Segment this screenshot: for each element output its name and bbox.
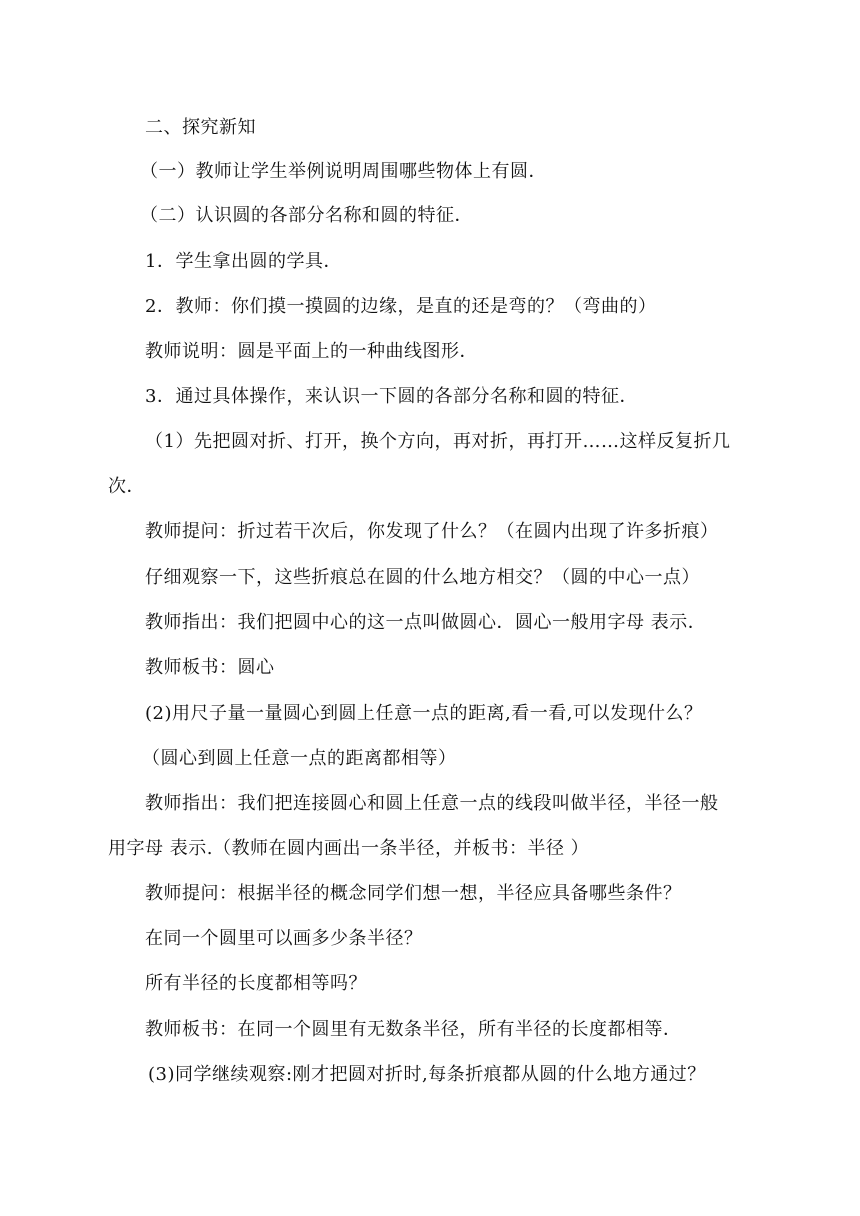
text-line: 所有半径的长度都相等吗？ <box>145 973 367 994</box>
text-line: 3．通过具体操作，来认识一下圆的各部分名称和圆的特征． <box>145 386 638 407</box>
text-line: 教师指出：我们把圆中心的这一点叫做圆心．圆心一般用字母 表示． <box>145 612 707 633</box>
text-line: 教师指出：我们把连接圆心和圆上任意一点的线段叫做半径，半径一般 <box>145 793 719 814</box>
text-line: （圆心到圆上任意一点的距离都相等） <box>142 748 457 769</box>
text-line: (3)同学继续观察:刚才把圆对折时,每条折痕都从圆的什么地方通过？ <box>148 1064 706 1085</box>
text-line: 用字母 表示.（教师在圆内画出一条半径，并板书：半径 ） <box>108 838 590 859</box>
text-line: (2)用尺子量一量圆心到圆上任意一点的距离,看一看,可以发现什么？ <box>145 703 703 724</box>
text-line: 次． <box>108 476 145 497</box>
text-line: 教师说明：圆是平面上的一种曲线图形． <box>145 341 478 362</box>
text-line: （二）认识圆的各部分名称和圆的特征． <box>140 205 473 226</box>
text-line: 仔细观察一下，这些折痕总在圆的什么地方相交？（圆的中心一点） <box>145 567 700 588</box>
text-line: （1）先把圆对折、打开，换个方向，再对折，再打开……这样反复折几 <box>145 431 731 452</box>
text-line: 教师提问：根据半径的概念同学们想一想，半径应具备哪些条件？ <box>145 883 682 904</box>
text-line: （一）教师让学生举例说明周围哪些物体上有圆． <box>140 161 547 182</box>
text-line: 教师提问：折过若干次后，你发现了什么？（在圆内出现了许多折痕） <box>145 521 719 542</box>
section-heading: 二、探究新知 <box>145 117 256 138</box>
text-line: 在同一个圆里可以画多少条半径？ <box>145 928 423 949</box>
text-line: 1．学生拿出圆的学具． <box>145 251 342 272</box>
text-line: 2．教师：你们摸一摸圆的边缘，是直的还是弯的？（弯曲的） <box>145 296 657 317</box>
text-line: 教师板书：在同一个圆里有无数条半径，所有半径的长度都相等． <box>145 1019 682 1040</box>
text-line: 教师板书：圆心 <box>145 657 275 678</box>
